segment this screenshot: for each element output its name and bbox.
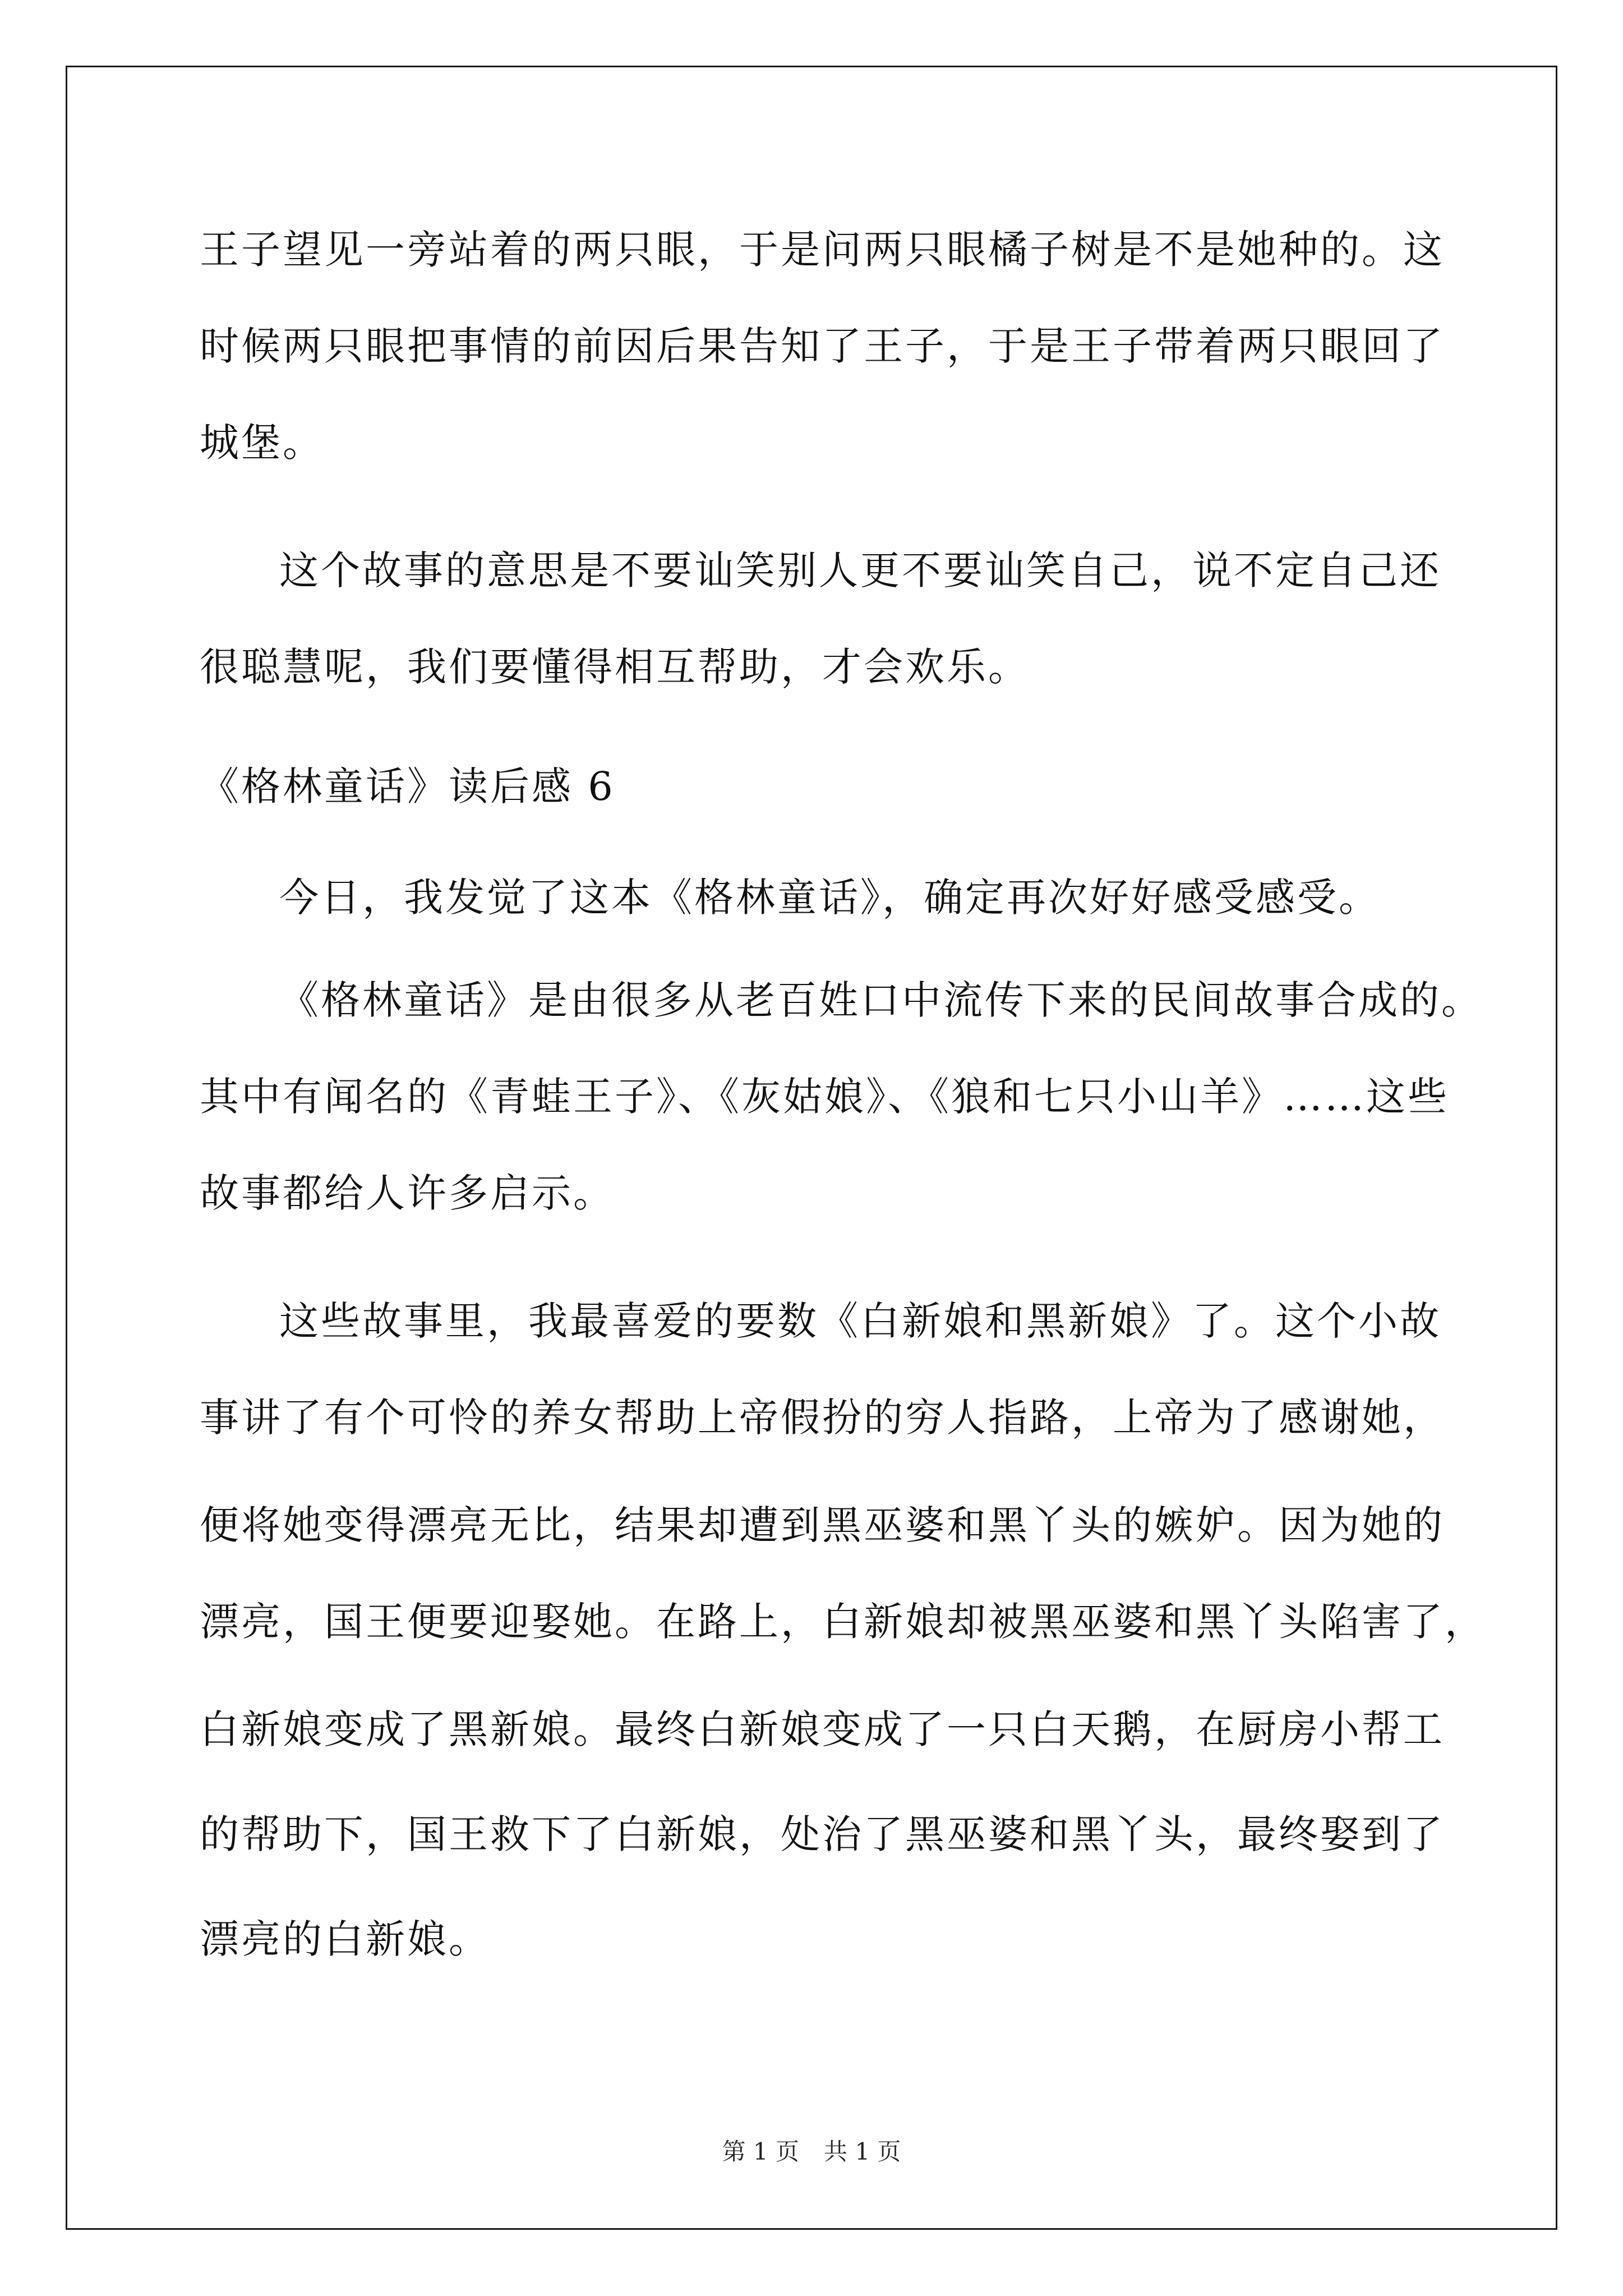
body-line: 其中有闻名的《青蛙王子》、《灰姑娘》、《狼和七只小山羊》……这些 [200, 1074, 1449, 1120]
body-line: 时候两只眼把事情的前因后果告知了王子，于是王子带着两只眼回了 [200, 323, 1445, 369]
body-line: 今日，我发觉了这本《格林童话》，确定再次好好感受感受。 [279, 875, 1380, 921]
body-line: 的帮助下，国王救下了白新娘，处治了黑巫婆和黑丫头，最终娶到了 [200, 1811, 1445, 1857]
body-line: 白新娘变成了黑新娘。最终白新娘变成了一只白天鹅，在厨房小帮工 [200, 1706, 1445, 1752]
body-line: 便将她变得漂亮无比，结果却遭到黑巫婆和黑丫头的嫉妒。因为她的 [200, 1502, 1445, 1548]
body-line: 这个故事的意思是不要讪笑别人更不要讪笑自己，说不定自己还 [279, 547, 1441, 593]
body-line: 《格林童话》是由很多从老百姓口中流传下来的民间故事合成的。 [279, 977, 1483, 1023]
body-line: 王子望见一旁站着的两只眼，于是问两只眼橘子树是不是她种的。这 [200, 227, 1445, 273]
body-line: 故事都给人许多启示。 [200, 1170, 615, 1216]
body-line: 漂亮的白新娘。 [200, 1916, 490, 1962]
body-line: 这些故事里，我最喜爱的要数《白新娘和黑新娘》了。这个小故 [279, 1298, 1441, 1344]
section-heading: 《格林童话》读后感 6 [200, 763, 615, 809]
page-border [66, 66, 1557, 2230]
body-line: 城堡。 [200, 420, 324, 466]
page-total: 共 1 页 [824, 2138, 901, 2165]
body-line: 很聪慧呢，我们要懂得相互帮助，才会欢乐。 [200, 644, 1030, 690]
body-line: 事讲了有个可怜的养女帮助上帝假扮的穷人指路，上帝为了感谢她， [200, 1395, 1445, 1441]
page-footer [0, 2136, 1623, 2168]
page-number: 第 1 页 [722, 2138, 799, 2165]
body-line: 漂亮，国王便要迎娶她。在路上，白新娘却被黑巫婆和黑丫头陷害了， [200, 1599, 1486, 1645]
